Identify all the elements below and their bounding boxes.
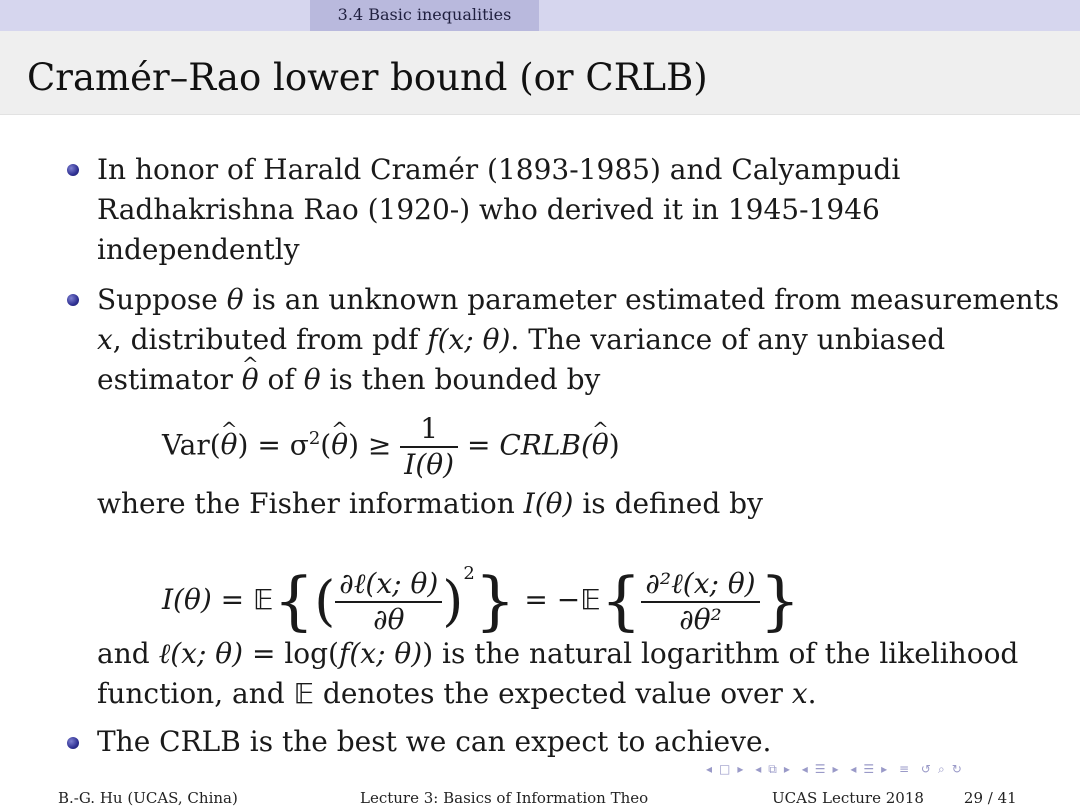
theta-hat-symbol: ^ θ	[331, 408, 348, 482]
left-brace: {	[273, 564, 315, 639]
frame-title: Cramér–Rao lower bound (or CRLB)	[27, 56, 708, 99]
nav-box-icon[interactable]: □	[719, 762, 732, 776]
text: is then bounded by	[320, 363, 601, 396]
text: is an unknown parameter estimated from measurements	[243, 283, 1060, 316]
text: Suppose	[97, 283, 227, 316]
eq-text: (	[320, 428, 332, 462]
frame-right-icon[interactable]: ▸	[783, 762, 791, 776]
eq-text: = CRLB(	[466, 428, 592, 462]
text: denotes the expected value over	[314, 677, 792, 710]
exponent: 2	[308, 428, 321, 449]
right-brace: }	[759, 564, 801, 639]
expectation-symbol: 𝔼	[293, 677, 314, 710]
fraction	[335, 567, 442, 637]
bullet-marker	[67, 737, 79, 749]
fraction-numerator: ∂ℓ(x; θ)	[339, 566, 439, 600]
text: of	[258, 363, 304, 396]
log-likelihood-symbol: ℓ(x; θ)	[158, 637, 244, 670]
fraction-denominator: ∂θ²	[679, 602, 722, 636]
fraction	[400, 412, 458, 482]
left-brace: {	[600, 564, 642, 639]
text: estimator	[97, 363, 242, 396]
fraction-numerator: 1	[420, 411, 439, 445]
align-icon[interactable]: ≡	[899, 762, 911, 776]
frame-left-icon[interactable]: ◂	[755, 762, 763, 776]
left-paren: (	[314, 569, 336, 633]
eq-text: = −	[524, 583, 581, 616]
section-right-icon[interactable]: ▸	[881, 762, 889, 776]
theta-hat-symbol: ^ θ	[221, 408, 238, 482]
text: , distributed from pdf	[112, 323, 428, 356]
bullet1-line1: In honor of Harald Cramér (1893-1985) and Calyampudi	[97, 153, 901, 186]
section-tab[interactable]: 3.4 Basic inequalities	[310, 0, 539, 31]
beamer-navigation	[706, 762, 969, 778]
section-left-icon[interactable]: ◂	[850, 762, 858, 776]
bullet-marker	[67, 164, 79, 176]
section-navigation-bar	[0, 0, 1080, 31]
eq-text: ) = σ	[237, 428, 309, 462]
right-brace: }	[474, 564, 516, 639]
search-icon[interactable]: ⌕	[937, 762, 946, 776]
eq-text: )	[608, 428, 620, 462]
subsection-icon[interactable]: ☰	[814, 762, 827, 776]
fraction	[641, 567, 759, 637]
x-symbol: x	[791, 677, 808, 710]
x-symbol: x	[97, 323, 113, 356]
bullet2-line3	[97, 360, 600, 400]
footer-event-name: UCAS Lecture 2018	[772, 789, 924, 807]
fraction-numerator: ∂²ℓ(x; θ)	[645, 566, 756, 600]
eq-text: ) ≥	[348, 428, 392, 462]
footer-author: B.-G. Hu (UCAS, China)	[58, 789, 238, 807]
bullet2-line2	[97, 320, 945, 360]
bullet3-line1: The CRLB is the best we can expect to achieve.	[97, 725, 772, 758]
theta-symbol: θ	[226, 283, 244, 316]
section-icon[interactable]: ☰	[863, 762, 876, 776]
text: where the Fisher information	[97, 487, 524, 520]
nav-right-icon[interactable]: ▸	[737, 762, 745, 776]
pdf-expression: f(x; θ)	[427, 323, 511, 356]
eq-text: I(θ) =	[162, 583, 245, 616]
bullet2-line6	[97, 674, 817, 714]
theta-hat-symbol: ^ θ	[592, 408, 609, 482]
text: . The variance of any unbiased	[510, 323, 946, 356]
expectation-symbol: 𝔼	[253, 583, 274, 616]
subsection-left-icon[interactable]: ◂	[801, 762, 809, 776]
fisher-symbol: I(θ)	[523, 487, 574, 520]
crlb-equation	[162, 402, 620, 482]
undo-icon[interactable]: ↺	[920, 762, 932, 776]
footer-event	[772, 787, 1072, 810]
bullet-marker	[67, 294, 79, 306]
text: and	[97, 637, 159, 670]
fisher-equation	[162, 528, 801, 639]
expectation-symbol: 𝔼	[580, 583, 601, 616]
redo-icon[interactable]: ↻	[951, 762, 963, 776]
right-paren: )	[442, 569, 464, 633]
text: is defined by	[573, 487, 763, 520]
text: .	[807, 677, 817, 710]
nav-left-icon[interactable]: ◂	[706, 762, 714, 776]
fraction-denominator: I(θ)	[404, 447, 455, 481]
bullet1-line2: Radhakrishna Rao (1920-) who derived it in 1945-1946	[97, 193, 880, 226]
footer-page-number: 29 / 41	[963, 789, 1017, 807]
text: function, and	[97, 677, 294, 710]
pdf-expression: f(x; θ)	[338, 637, 423, 670]
frame-icon[interactable]: ⧉	[768, 762, 778, 776]
bullet2-line1	[97, 280, 1059, 320]
bullet2-line4	[97, 484, 763, 524]
bullet2-line5	[97, 634, 1018, 674]
footer-lecture-title: Lecture 3: Basics of Information Theo	[360, 789, 649, 807]
subsection-right-icon[interactable]: ▸	[832, 762, 840, 776]
theta-hat-symbol: ^ θ	[242, 360, 259, 400]
bullet1-line3: independently	[97, 233, 300, 266]
text: = log(	[243, 637, 339, 670]
eq-text: Var(	[162, 428, 221, 462]
exponent: 2	[463, 563, 475, 584]
text: ) is the natural logarithm of the likelihood	[422, 637, 1019, 670]
fraction-denominator: ∂θ	[373, 602, 405, 636]
theta-symbol: θ	[303, 363, 321, 396]
